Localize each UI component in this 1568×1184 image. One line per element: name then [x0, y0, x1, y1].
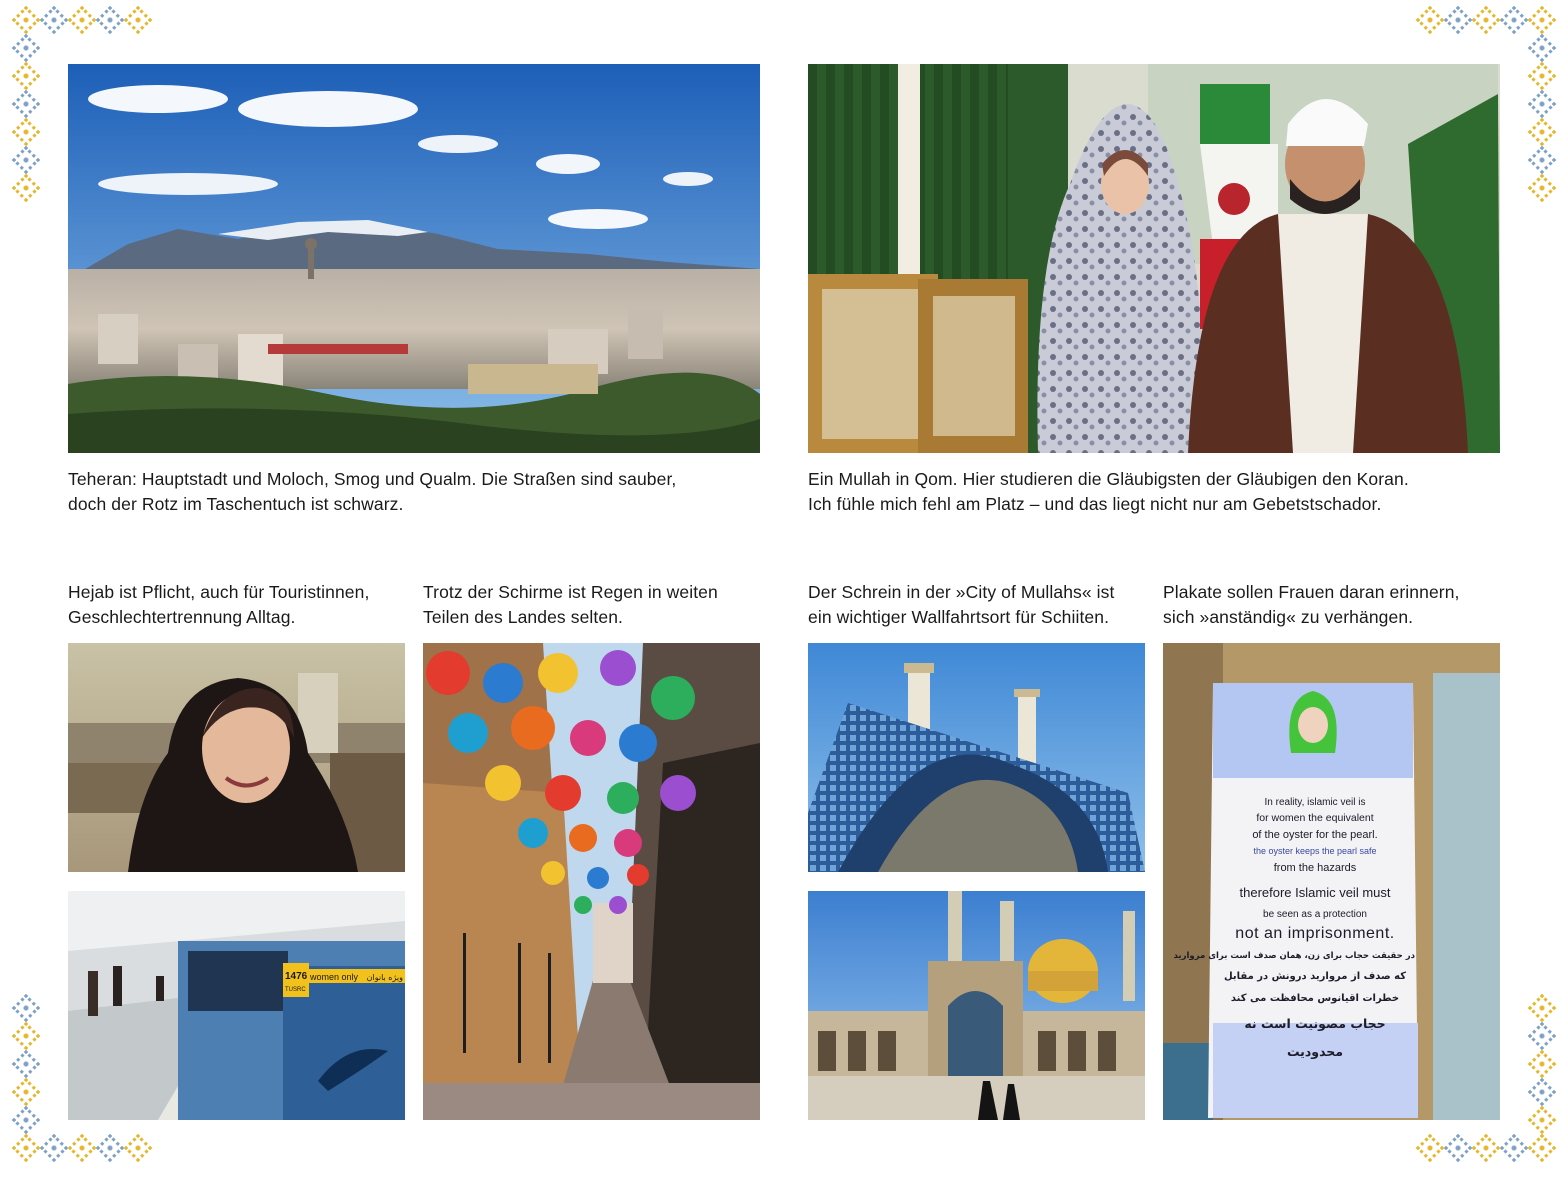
metro-sign-women-only: women only [310, 972, 359, 982]
umbrellas-caption-line-1: Trotz der Schirme ist Regen in weiten [423, 582, 718, 602]
poster-line-3: of the oyster for the pearl. [1252, 829, 1378, 841]
tehran-caption-line-1: Teheran: Hauptstadt und Moloch, Smog und Qualm. Die Straßen sind sauber, [68, 469, 677, 489]
hejab-selfie-photo [68, 643, 405, 872]
poster-line-8: not an imprisonment. [1235, 925, 1395, 942]
poster-farsi-1: در حقیقت حجاب برای زن، همان صدف است برای مروارید [1173, 951, 1415, 961]
veil-poster-photo [1163, 643, 1500, 1120]
poster-line-4: the oyster keeps the pearl safe [1253, 846, 1377, 856]
mullah-caption-line-1: Ein Mullah in Qom. Hier studieren die Gläubigsten der Gläubigen den Koran. [808, 469, 1409, 489]
metro-sign-farsi: ویژه بانوان [366, 973, 403, 982]
poster-line-7: be seen as a protection [1263, 909, 1367, 920]
shrine-dome-photo [808, 891, 1145, 1120]
hejab-caption-line-2: Geschlechtertrennung Alltag. [68, 607, 296, 627]
poster-text [1173, 795, 1415, 1066]
metro-women-only-photo [68, 891, 405, 1120]
tehran-caption-line-2: doch der Rotz im Taschentuch ist schwarz. [68, 494, 404, 514]
poster-farsi-4: حجاب مصونیت است نه محدودیت [1244, 1016, 1386, 1059]
shrine-gate-photo [808, 643, 1145, 872]
umbrellas-caption [423, 580, 718, 630]
poster-line-2: for women the equivalent [1256, 812, 1374, 824]
poster-caption-line-2: sich »anständig« zu verhängen. [1163, 607, 1414, 627]
poster-farsi-2: که صدف از مروارید درونش در مقابل [1223, 971, 1407, 982]
hejab-caption-line-1: Hejab ist Pflicht, auch für Touristinnen, [68, 582, 370, 602]
poster-caption [1163, 580, 1460, 630]
mullah-caption-line-2: Ich fühle mich fehl am Platz – und das liegt nicht nur am Gebetstschador. [808, 494, 1382, 514]
poster-line-5: from the hazards [1273, 862, 1357, 874]
tehran-skyline-photo [68, 64, 760, 453]
shrine-caption-line-2: ein wichtiger Wallfahrtsort für Schiiten. [808, 607, 1110, 627]
poster-caption-line-1: Plakate sollen Frauen daran erinnern, [1163, 582, 1460, 602]
shrine-caption-line-1: Der Schrein in der »City of Mullahs« ist [808, 582, 1115, 602]
umbrella-street-photo [423, 643, 760, 1120]
poster-line-6: therefore Islamic veil must [1239, 885, 1391, 900]
shrine-caption [808, 580, 1114, 630]
mullah-portrait-photo [808, 64, 1500, 453]
umbrellas-caption-line-2: Teilen des Landes selten. [423, 607, 623, 627]
poster-line-1: In reality, islamic veil is [1264, 797, 1366, 808]
hejab-caption [68, 580, 369, 630]
poster-farsi-3: خطرات اقیانوس محافظت می کند [1230, 993, 1400, 1004]
tehran-caption [68, 467, 676, 517]
mullah-caption [808, 467, 1409, 517]
metro-sign-number: 1476 [285, 971, 308, 982]
metro-sign-code: TUSRC [285, 987, 306, 993]
